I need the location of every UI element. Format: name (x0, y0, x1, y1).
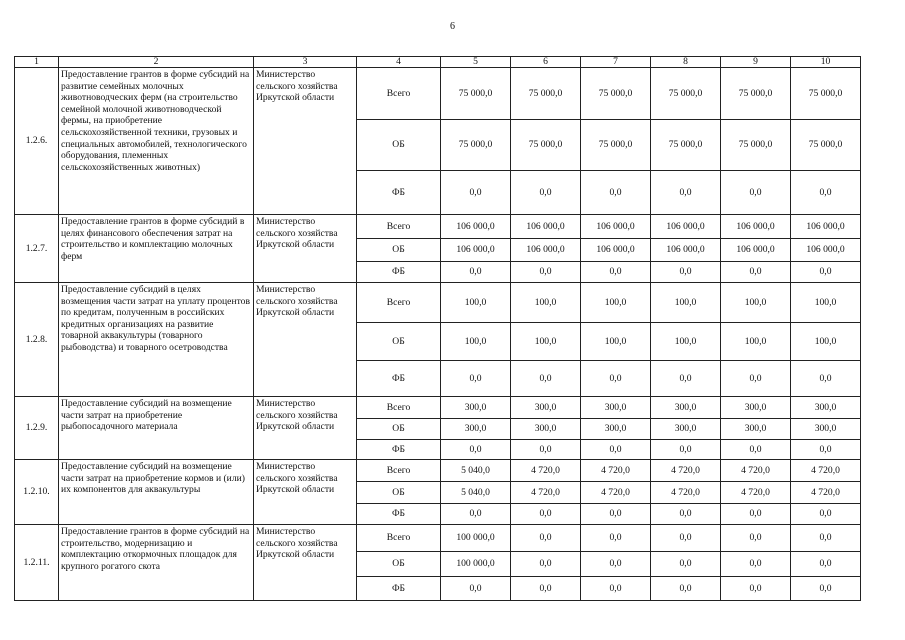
amount-cell: 300,0 (441, 397, 511, 419)
amount-cell: 0,0 (441, 504, 511, 525)
item-number: 1.2.10. (15, 460, 59, 525)
item-description: Предоставление субсидий в целях возмещения части затрат на уплату процентов по кредитам, полученным в российских кредитных организациях на развитие товарной аквакультуры (товарного рыбоводства) и товарного осетроводства (59, 283, 254, 397)
amount-cell: 106 000,0 (791, 215, 861, 239)
amount-cell: 75 000,0 (721, 120, 791, 171)
amount-cell: 0,0 (651, 262, 721, 283)
amount-cell: 0,0 (581, 361, 651, 397)
item-number: 1.2.9. (15, 397, 59, 460)
header-cell-3: 3 (254, 57, 357, 68)
amount-cell: 106 000,0 (511, 239, 581, 262)
amount-cell: 0,0 (791, 262, 861, 283)
funding-source: Всего (357, 525, 441, 552)
amount-cell: 75 000,0 (651, 68, 721, 120)
funding-source: ОБ (357, 419, 441, 440)
amount-cell: 106 000,0 (441, 239, 511, 262)
responsible-organization: Министерство сельского хозяйства Иркутской области (254, 460, 357, 525)
amount-cell: 0,0 (721, 262, 791, 283)
amount-cell: 106 000,0 (511, 215, 581, 239)
amount-cell: 4 720,0 (651, 482, 721, 504)
amount-cell: 300,0 (721, 419, 791, 440)
amount-cell: 106 000,0 (581, 239, 651, 262)
amount-cell: 100,0 (581, 323, 651, 361)
amount-cell: 0,0 (721, 552, 791, 577)
funding-source: ФБ (357, 577, 441, 601)
amount-cell: 100,0 (721, 283, 791, 323)
amount-cell: 100,0 (791, 283, 861, 323)
responsible-organization: Министерство сельского хозяйства Иркутской области (254, 215, 357, 283)
item-description: Предоставление грантов в форме субсидий в целях финансового обеспечения затрат на строительство и комплектацию молочных ферм (59, 215, 254, 283)
amount-cell: 300,0 (581, 397, 651, 419)
amount-cell: 0,0 (441, 440, 511, 460)
amount-cell: 0,0 (721, 361, 791, 397)
responsible-organization: Министерство сельского хозяйства Иркутской области (254, 283, 357, 397)
amount-cell: 300,0 (791, 397, 861, 419)
amount-cell: 75 000,0 (581, 68, 651, 120)
funding-source: ФБ (357, 361, 441, 397)
amount-cell: 300,0 (791, 419, 861, 440)
amount-cell: 300,0 (581, 419, 651, 440)
item-number: 1.2.11. (15, 525, 59, 601)
amount-cell: 0,0 (791, 171, 861, 215)
table-row (15, 68, 861, 120)
amount-cell: 4 720,0 (511, 460, 581, 482)
amount-cell: 0,0 (441, 171, 511, 215)
funding-source: ФБ (357, 171, 441, 215)
item-description: Предоставление грантов в форме субсидий на строительство, модернизацию и комплектацию откормочных площадок для крупного рогатого скота (59, 525, 254, 601)
amount-cell: 0,0 (651, 552, 721, 577)
amount-cell: 4 720,0 (581, 482, 651, 504)
amount-cell: 106 000,0 (651, 215, 721, 239)
amount-cell: 0,0 (581, 577, 651, 601)
item-description: Предоставление грантов в форме субсидий на развитие семейных молочных животноводческих ферм (на строительство семейной молочной животноводческой фермы, на приобретение сельскохозяйственной техники, грузовых и специальных автомобилей, технологического оборудования, племенных сельскохозяйственных животных) (59, 68, 254, 215)
amount-cell: 0,0 (581, 552, 651, 577)
amount-cell: 0,0 (651, 577, 721, 601)
amount-cell: 0,0 (651, 440, 721, 460)
funding-source: ОБ (357, 120, 441, 171)
page-number: 6 (450, 21, 455, 32)
amount-cell: 4 720,0 (651, 460, 721, 482)
amount-cell: 100,0 (651, 283, 721, 323)
amount-cell: 0,0 (511, 552, 581, 577)
table-row (15, 215, 861, 239)
amount-cell: 300,0 (511, 419, 581, 440)
amount-cell: 100 000,0 (441, 525, 511, 552)
amount-cell: 0,0 (721, 171, 791, 215)
amount-cell: 0,0 (511, 440, 581, 460)
amount-cell: 75 000,0 (791, 120, 861, 171)
program-table (14, 56, 861, 601)
amount-cell: 0,0 (441, 262, 511, 283)
amount-cell: 0,0 (511, 577, 581, 601)
amount-cell: 0,0 (511, 361, 581, 397)
amount-cell: 300,0 (651, 397, 721, 419)
amount-cell: 4 720,0 (791, 482, 861, 504)
amount-cell: 75 000,0 (441, 120, 511, 171)
table-row (15, 283, 861, 323)
amount-cell: 0,0 (511, 262, 581, 283)
funding-source: ОБ (357, 482, 441, 504)
item-description: Предоставление субсидий на возмещение части затрат на приобретение кормов и (или) их компонентов для аквакультуры (59, 460, 254, 525)
amount-cell: 75 000,0 (651, 120, 721, 171)
amount-cell: 0,0 (581, 171, 651, 215)
amount-cell: 0,0 (441, 361, 511, 397)
amount-cell: 100,0 (511, 283, 581, 323)
amount-cell: 100,0 (721, 323, 791, 361)
amount-cell: 0,0 (581, 440, 651, 460)
amount-cell: 4 720,0 (511, 482, 581, 504)
amount-cell: 75 000,0 (441, 68, 511, 120)
amount-cell: 0,0 (511, 504, 581, 525)
amount-cell: 300,0 (721, 397, 791, 419)
item-description: Предоставление субсидий на возмещение части затрат на приобретение рыбопосадочного материала (59, 397, 254, 460)
amount-cell: 75 000,0 (581, 120, 651, 171)
amount-cell: 0,0 (651, 361, 721, 397)
amount-cell: 100,0 (511, 323, 581, 361)
header-cell-2: 2 (59, 57, 254, 68)
amount-cell: 100,0 (651, 323, 721, 361)
table-body (15, 57, 861, 601)
amount-cell: 300,0 (651, 419, 721, 440)
header-cell-6: 6 (511, 57, 581, 68)
amount-cell: 75 000,0 (511, 68, 581, 120)
amount-cell: 0,0 (791, 525, 861, 552)
amount-cell: 106 000,0 (721, 239, 791, 262)
table-row (15, 460, 861, 482)
amount-cell: 75 000,0 (721, 68, 791, 120)
amount-cell: 0,0 (511, 525, 581, 552)
funding-source: Всего (357, 283, 441, 323)
header-cell-7: 7 (581, 57, 651, 68)
responsible-organization: Министерство сельского хозяйства Иркутской области (254, 68, 357, 215)
amount-cell: 106 000,0 (581, 215, 651, 239)
amount-cell: 4 720,0 (791, 460, 861, 482)
amount-cell: 106 000,0 (791, 239, 861, 262)
header-cell-5: 5 (441, 57, 511, 68)
amount-cell: 0,0 (581, 525, 651, 552)
amount-cell: 0,0 (581, 262, 651, 283)
amount-cell: 100,0 (441, 323, 511, 361)
header-cell-4: 4 (357, 57, 441, 68)
amount-cell: 4 720,0 (721, 460, 791, 482)
amount-cell: 100,0 (441, 283, 511, 323)
amount-cell: 300,0 (511, 397, 581, 419)
amount-cell: 0,0 (651, 525, 721, 552)
amount-cell: 0,0 (791, 577, 861, 601)
header-cell-9: 9 (721, 57, 791, 68)
amount-cell: 106 000,0 (651, 239, 721, 262)
amount-cell: 5 040,0 (441, 460, 511, 482)
funding-source: Всего (357, 215, 441, 239)
funding-source: ФБ (357, 504, 441, 525)
table-row (15, 397, 861, 419)
amount-cell: 0,0 (721, 504, 791, 525)
funding-source: Всего (357, 68, 441, 120)
amount-cell: 0,0 (581, 504, 651, 525)
amount-cell: 0,0 (721, 525, 791, 552)
funding-source: ОБ (357, 552, 441, 577)
amount-cell: 0,0 (651, 171, 721, 215)
amount-cell: 75 000,0 (791, 68, 861, 120)
amount-cell: 4 720,0 (581, 460, 651, 482)
amount-cell: 4 720,0 (721, 482, 791, 504)
amount-cell: 0,0 (721, 440, 791, 460)
amount-cell: 0,0 (791, 361, 861, 397)
item-number: 1.2.6. (15, 68, 59, 215)
header-row (15, 57, 861, 68)
funding-source: ФБ (357, 262, 441, 283)
funding-source: ОБ (357, 323, 441, 361)
funding-source: ОБ (357, 239, 441, 262)
responsible-organization: Министерство сельского хозяйства Иркутской области (254, 397, 357, 460)
item-number: 1.2.8. (15, 283, 59, 397)
item-number: 1.2.7. (15, 215, 59, 283)
amount-cell: 0,0 (721, 577, 791, 601)
amount-cell: 0,0 (791, 440, 861, 460)
funding-source: Всего (357, 460, 441, 482)
amount-cell: 0,0 (511, 171, 581, 215)
amount-cell: 0,0 (791, 552, 861, 577)
amount-cell: 100 000,0 (441, 552, 511, 577)
header-cell-1: 1 (15, 57, 59, 68)
amount-cell: 100,0 (791, 323, 861, 361)
funding-source: Всего (357, 397, 441, 419)
funding-source: ФБ (357, 440, 441, 460)
amount-cell: 5 040,0 (441, 482, 511, 504)
responsible-organization: Министерство сельского хозяйства Иркутской области (254, 525, 357, 601)
header-cell-10: 10 (791, 57, 861, 68)
amount-cell: 106 000,0 (721, 215, 791, 239)
amount-cell: 0,0 (441, 577, 511, 601)
amount-cell: 75 000,0 (511, 120, 581, 171)
amount-cell: 300,0 (441, 419, 511, 440)
amount-cell: 100,0 (581, 283, 651, 323)
amount-cell: 106 000,0 (441, 215, 511, 239)
table-row (15, 525, 861, 552)
header-cell-8: 8 (651, 57, 721, 68)
amount-cell: 0,0 (791, 504, 861, 525)
amount-cell: 0,0 (651, 504, 721, 525)
